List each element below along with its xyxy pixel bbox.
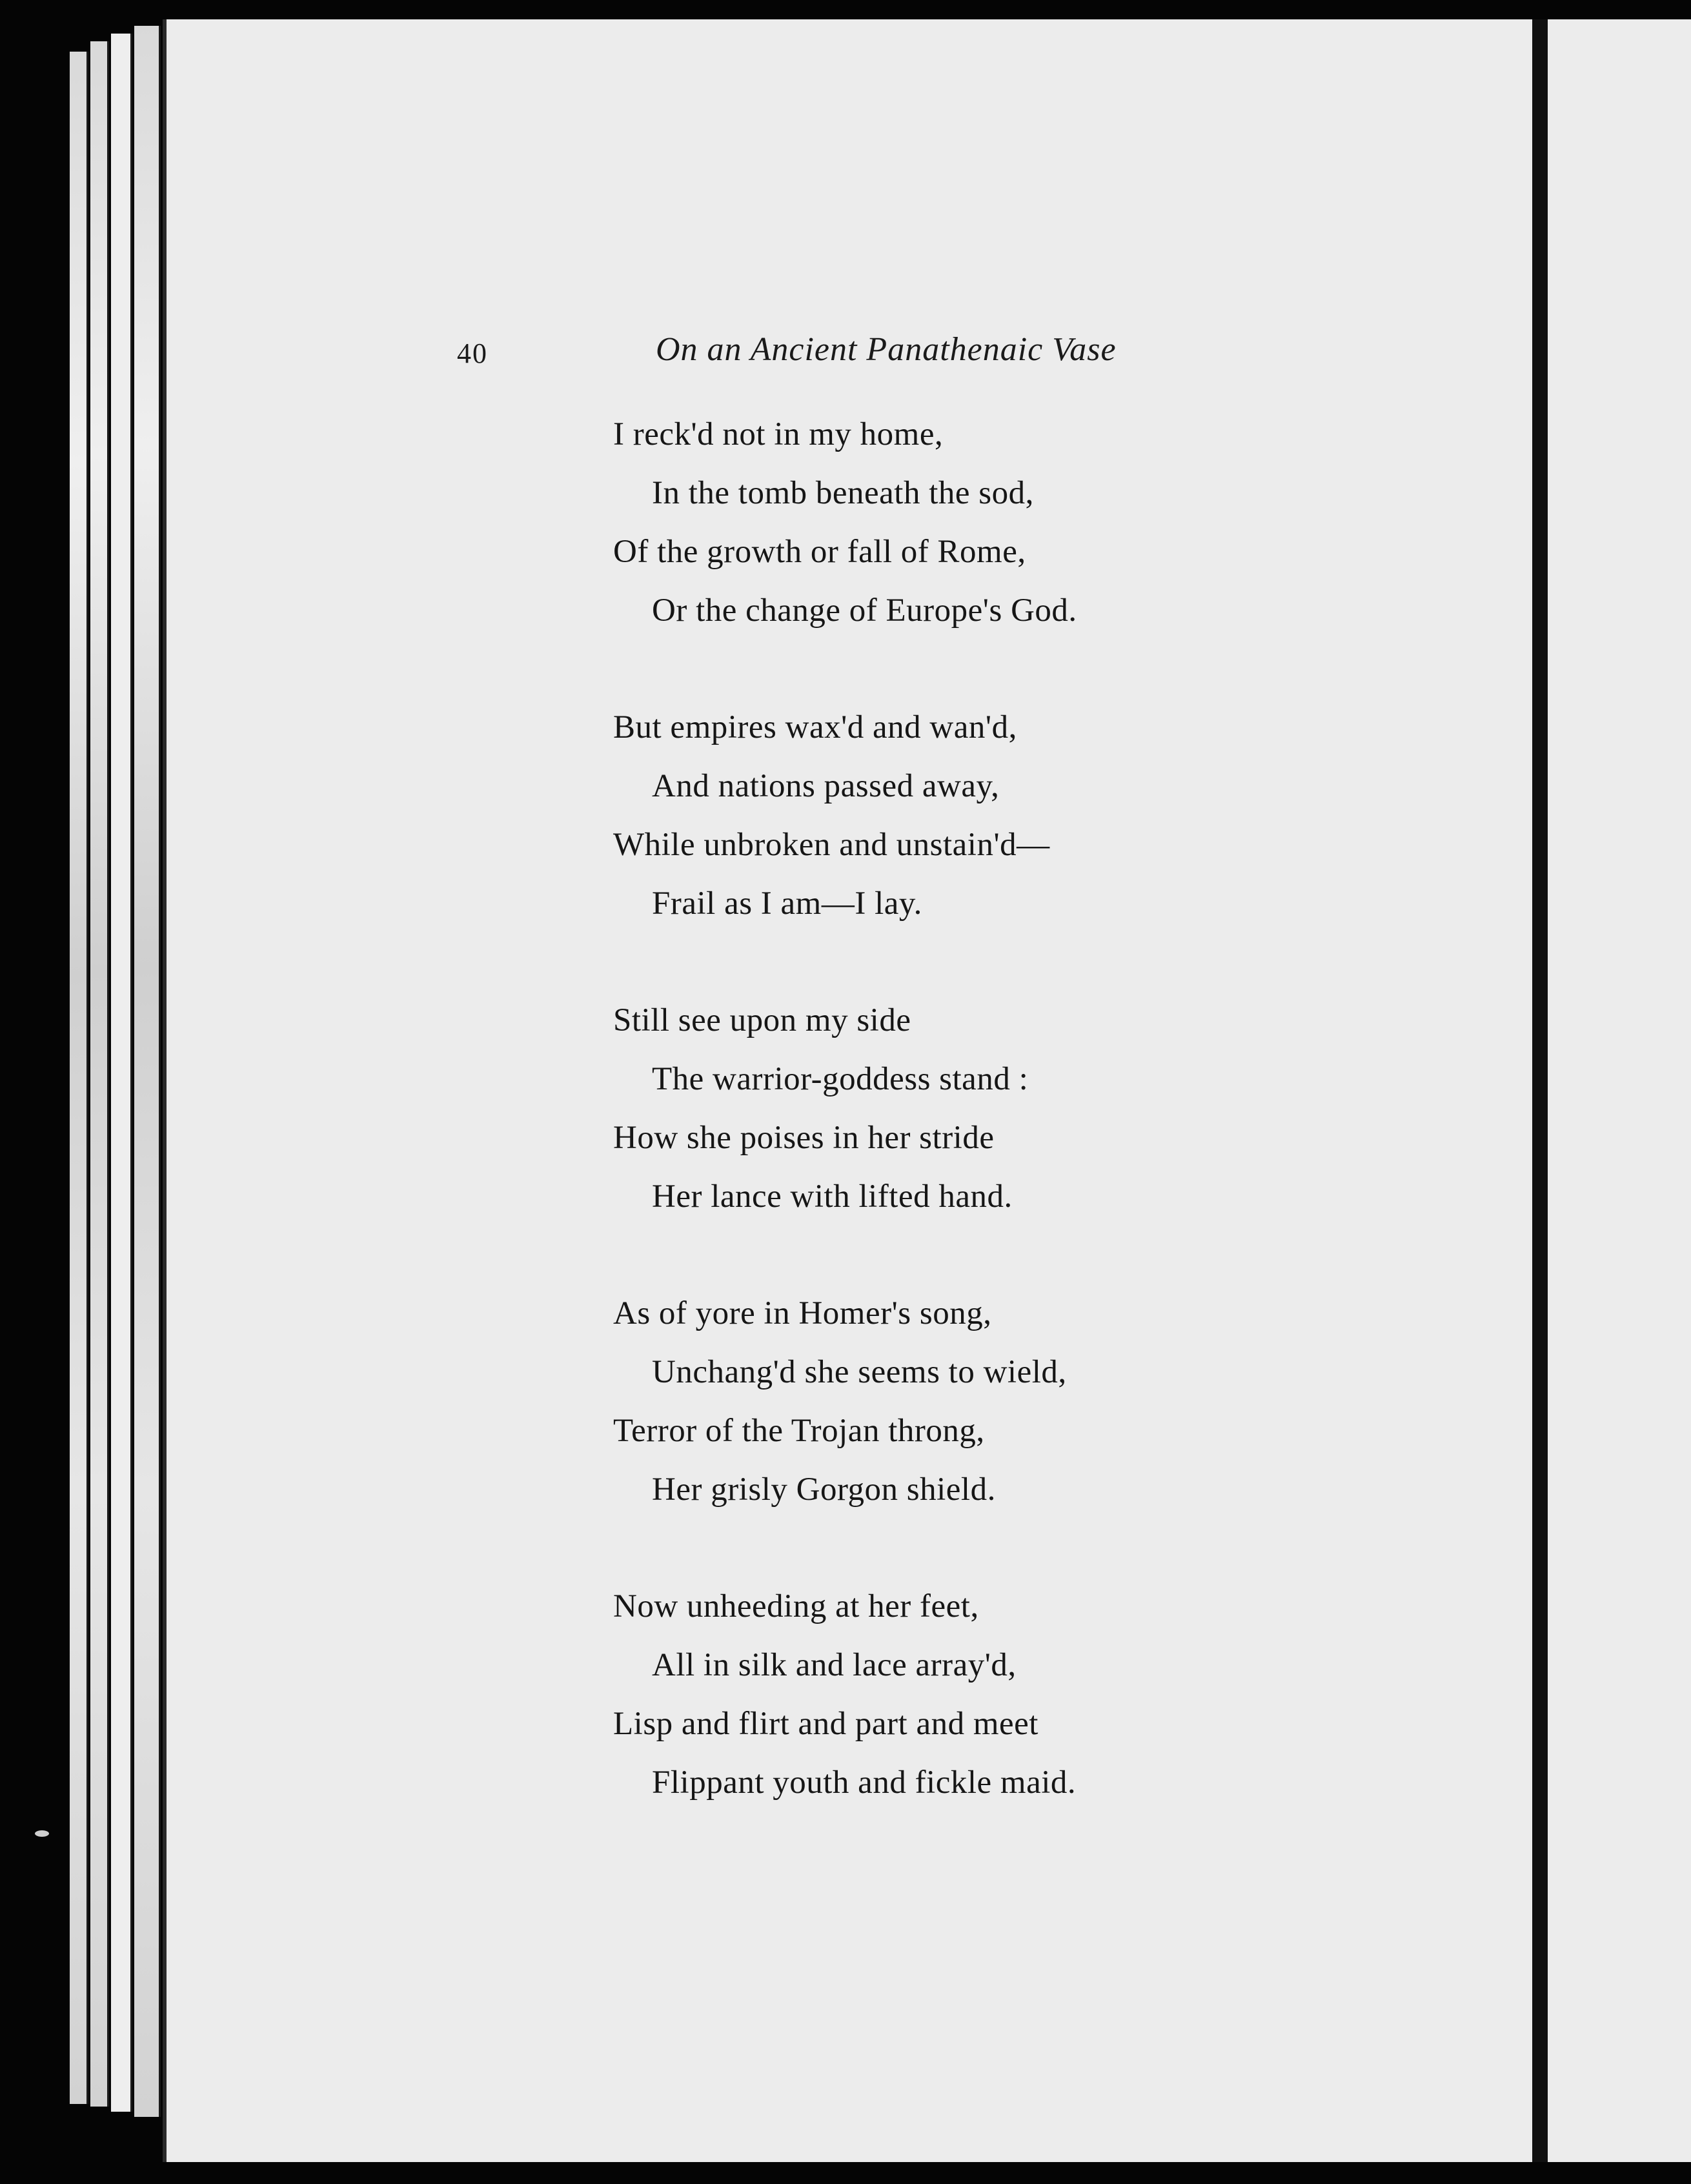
- poem: [613, 405, 1259, 1870]
- poem-line: Her grisly Gorgon shield.: [652, 1471, 996, 1508]
- poem-line: All in silk and lace array'd,: [652, 1647, 1017, 1683]
- poem-line: Terror of the Trojan throng,: [613, 1413, 985, 1449]
- poem-line: Or the change of Europe's God.: [652, 592, 1077, 629]
- poem-line: How she poises in her stride: [613, 1120, 995, 1156]
- stanza: [613, 1284, 1259, 1519]
- poem-line: But empires wax'd and wan'd,: [613, 709, 1017, 745]
- page-edge: [90, 41, 109, 2107]
- poem-line: Flippant youth and fickle maid.: [652, 1764, 1077, 1801]
- stanza: [613, 405, 1259, 640]
- running-head: On an Ancient Panathenaic Vase: [656, 331, 1117, 368]
- page-edge: [111, 34, 132, 2112]
- stanza: [613, 991, 1259, 1226]
- poem-line: Now unheeding at her feet,: [613, 1588, 979, 1624]
- poem-line: As of yore in Homer's song,: [613, 1295, 992, 1331]
- facing-page-edge: [1548, 19, 1691, 2162]
- poem-line: Still see upon my side: [613, 1002, 911, 1038]
- poem-line: Of the growth or fall of Rome,: [613, 534, 1026, 570]
- stanza: [613, 698, 1259, 933]
- poem-line: Unchang'd she seems to wield,: [652, 1354, 1067, 1390]
- poem-line: In the tomb beneath the sod,: [652, 475, 1034, 511]
- poem-line: And nations passed away,: [652, 768, 1000, 804]
- poem-line: Lisp and flirt and part and meet: [613, 1706, 1038, 1742]
- poem-line: I reck'd not in my home,: [613, 416, 944, 452]
- page-edge: [70, 52, 88, 2104]
- page-edge: [134, 26, 161, 2117]
- page-number: 40: [457, 338, 488, 369]
- poem-line: Her lance with lifted hand.: [652, 1178, 1013, 1215]
- stanza: [613, 1577, 1259, 1812]
- scan-speck: [35, 1830, 49, 1837]
- poem-line: The warrior-goddess stand :: [652, 1061, 1029, 1097]
- book-gutter: [1532, 19, 1548, 2162]
- poem-line: While unbroken and unstain'd—: [613, 827, 1050, 863]
- poem-line: Frail as I am—I lay.: [652, 885, 922, 922]
